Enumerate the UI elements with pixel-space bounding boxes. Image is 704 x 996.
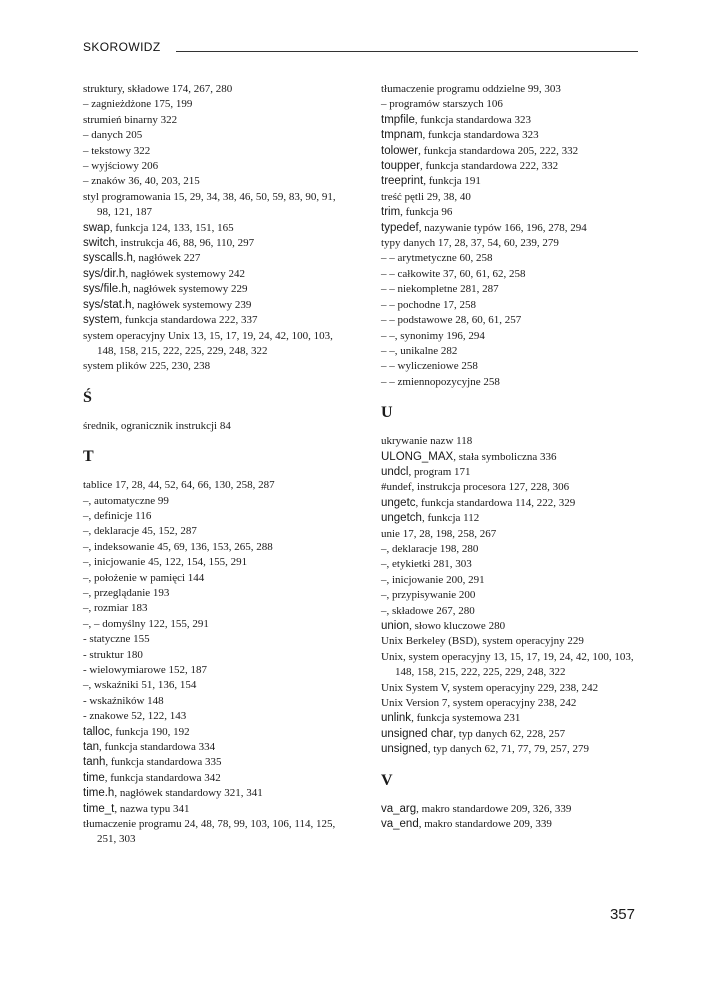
index-entry-keyword: swap [83, 221, 110, 234]
page-number: 357 [609, 906, 635, 923]
index-entry-text: system operacyjny Unix 13, 15, 17, 19, 24, 42, 100, 103, 148, 158, 215, 222, 225, 229, 248, 322 [83, 329, 333, 357]
index-entry [83, 97, 351, 112]
index-entry-text: – – całkowite 37, 60, 61, 62, 258 [381, 267, 526, 280]
index-entry-text: - statyczne 155 [83, 633, 150, 646]
index-entry-keyword: va_arg [381, 802, 417, 815]
index-entry [381, 465, 643, 480]
index-entry [381, 298, 643, 313]
index-entry [83, 144, 351, 159]
index-entry-text: , funkcja systemowa 231 [411, 712, 521, 725]
index-entry [381, 650, 643, 681]
index-entry [381, 450, 643, 465]
index-entry [83, 113, 351, 128]
index-entry [83, 509, 351, 524]
index-entry [83, 725, 351, 740]
index-entry-keyword: tmpnam [381, 129, 423, 142]
index-entry-text: #undef, instrukcja procesora 127, 228, 306 [381, 481, 570, 494]
index-entry [381, 511, 643, 526]
index-entry-text: , funkcja standardowa 323 [422, 129, 539, 142]
index-entry [83, 586, 351, 601]
index-entry-keyword: undcl [381, 465, 409, 478]
index-entry [83, 267, 351, 282]
index-entry-keyword: treeprint [381, 175, 424, 188]
index-entry-text: –, deklaracje 45, 152, 287 [83, 525, 197, 538]
section-letter: V [381, 771, 393, 789]
index-entry [381, 557, 643, 572]
index-entry-text: – – podstawowe 28, 60, 61, 257 [381, 314, 522, 327]
index-entry-text: , funkcja 191 [423, 175, 481, 188]
index-entry [83, 648, 351, 663]
index-entry-keyword: talloc [83, 725, 110, 738]
index-entry [381, 496, 643, 511]
index-entry [83, 694, 351, 709]
index-entry [83, 540, 351, 555]
index-entry-text: struktury, składowe 174, 267, 280 [83, 83, 233, 95]
index-entry [83, 817, 351, 848]
index-entry-text: - wskaźników 148 [83, 694, 164, 707]
index-entry-text: , program 171 [408, 465, 471, 478]
index-entry-keyword: ungetc [381, 496, 416, 509]
index-entry [381, 344, 643, 359]
index-entry-text: –, indeksowanie 45, 69, 136, 153, 265, 288 [83, 540, 273, 553]
index-entry [381, 527, 643, 542]
index-entry-text: , funkcja standardowa 323 [414, 113, 531, 126]
index-entry-text: – – wyliczeniowe 258 [381, 360, 478, 373]
index-entry [83, 190, 351, 221]
index-entry-text: tłumaczenie programu oddzielne 99, 303 [381, 83, 561, 95]
index-entry-text: unie 17, 28, 198, 258, 267 [381, 527, 497, 540]
index-entry-text: –, wskaźniki 51, 136, 154 [83, 679, 197, 692]
index-entry-keyword: va_end [381, 818, 419, 831]
running-header [83, 40, 638, 54]
index-entry-keyword: unsigned char [381, 727, 454, 740]
index-entry-text: treść pętli 29, 38, 40 [381, 190, 471, 203]
index-entry-text: , nagłówek standardowy 321, 341 [114, 787, 263, 800]
index-entry-text: , nagłówek systemowy 242 [125, 267, 245, 280]
index-entry-text: , stała symboliczna 336 [453, 450, 557, 463]
index-entry-keyword: sys/stat.h [83, 298, 132, 311]
index-column-left [83, 82, 351, 848]
index-entry [381, 205, 643, 220]
index-entry [83, 555, 351, 570]
index-entry [83, 359, 351, 374]
index-entry [381, 742, 643, 757]
index-entry [381, 802, 643, 817]
index-entry-text: – – pochodne 17, 258 [381, 298, 477, 311]
index-entry [381, 97, 643, 112]
index-entry-keyword: ULONG_MAX [381, 450, 454, 463]
index-entry [381, 542, 643, 557]
index-entry-text: , makro standardowe 209, 326, 339 [416, 802, 572, 815]
index-entry [381, 634, 643, 649]
index-entry [381, 573, 643, 588]
index-entry-text: –, składowe 267, 280 [381, 604, 475, 617]
index-entry [83, 494, 351, 509]
index-entry [83, 282, 351, 297]
index-entry-keyword: switch [83, 237, 115, 250]
index-entry-keyword: typedef [381, 221, 419, 234]
index-entry [381, 434, 643, 449]
index-entry-text: , makro standardowe 209, 339 [418, 818, 552, 831]
index-entry [381, 82, 643, 97]
index-entry-keyword: time [83, 771, 105, 784]
index-entry-text: , funkcja 190, 192 [109, 725, 190, 738]
index-entry-text: , nagłówek 227 [132, 252, 201, 265]
index-entry [83, 478, 351, 493]
running-header-title: SKOROWIDZ [83, 40, 161, 54]
index-entry-keyword: tmpfile [381, 113, 415, 126]
index-entry-text: , funkcja standardowa 114, 222, 329 [415, 496, 576, 509]
index-entry [83, 524, 351, 539]
index-entry-text: , nagłówek systemowy 239 [131, 298, 252, 311]
index-entry [381, 619, 643, 634]
index-column-right [381, 82, 643, 832]
index-entry-text: średnik, ogranicznik instrukcji 84 [83, 419, 231, 432]
index-entry-keyword: time_t [83, 802, 115, 815]
index-entry [83, 174, 351, 189]
index-entry-text: – zagnieżdżone 175, 199 [83, 98, 193, 111]
index-entry-text: - struktur 180 [83, 648, 143, 661]
index-entry-text: tłumaczenie programu 24, 48, 78, 99, 103, 106, 114, 125, 251, 303 [83, 818, 336, 846]
index-entry-keyword: time.h [83, 787, 115, 800]
index-entry [381, 128, 643, 143]
index-entry-keyword: sys/dir.h [83, 267, 126, 280]
index-entry-text: , funkcja 124, 133, 151, 165 [109, 221, 234, 234]
index-entry [381, 144, 643, 159]
index-entry [83, 128, 351, 143]
index-entry-keyword: unlink [381, 712, 412, 725]
section-letter: Ś [83, 388, 92, 406]
index-entry [83, 740, 351, 755]
index-entry-text: – programów starszych 106 [381, 98, 503, 111]
index-entry [381, 190, 643, 205]
index-entry [83, 617, 351, 632]
index-entry-text: , funkcja 96 [400, 206, 453, 219]
index-entry [83, 802, 351, 817]
index-entry [83, 755, 351, 770]
index-entry [381, 696, 643, 711]
index-entry-text: , nazywanie typów 166, 196, 278, 294 [418, 221, 587, 234]
index-entry [83, 709, 351, 724]
index-entry-keyword: system [83, 314, 120, 327]
index-entry-text: – tekstowy 322 [83, 144, 151, 157]
index-entry [381, 681, 643, 696]
index-entry [83, 663, 351, 678]
index-entry [381, 588, 643, 603]
index-entry-text: , funkcja standardowa 205, 222, 332 [418, 144, 579, 157]
index-entry-text: styl programowania 15, 29, 34, 38, 46, 50, 59, 83, 90, 91, 98, 121, 187 [83, 190, 336, 219]
index-entry-text: – danych 205 [83, 129, 143, 142]
index-entry [381, 282, 643, 297]
index-entry-keyword: tolower [381, 144, 419, 157]
index-entry-text: –, inicjowanie 45, 122, 154, 155, 291 [83, 556, 248, 569]
index-entry-keyword: tanh [83, 756, 106, 769]
index-entry [381, 480, 643, 495]
index-entry-text: - wielowymiarowe 152, 187 [83, 664, 208, 676]
index-entry-text: Unix System V, system operacyjny 229, 238, 242 [381, 681, 599, 694]
index-entry-text: –, deklaracje 198, 280 [381, 542, 479, 555]
index-entry [381, 329, 643, 344]
index-entry-keyword: trim [381, 206, 401, 219]
index-entry-text: ukrywanie nazw 118 [381, 435, 473, 448]
index-entry-text: – –, unikalne 282 [381, 344, 458, 357]
index-entry [83, 313, 351, 328]
index-entry [83, 298, 351, 313]
index-entry [83, 632, 351, 647]
index-entry-keyword: ungetch [381, 512, 422, 525]
index-entry-text: Unix Version 7, system operacyjny 238, 242 [381, 697, 577, 710]
index-entry-text: , funkcja standardowa 334 [99, 741, 216, 754]
index-entry-text: , typ danych 62, 71, 77, 79, 257, 279 [427, 743, 590, 756]
index-entry-text: –, położenie w pamięci 144 [83, 571, 205, 584]
index-entry-text: - znakowe 52, 122, 143 [83, 710, 187, 723]
index-entry [83, 601, 351, 616]
index-entry-text: –, rozmiar 183 [83, 602, 148, 615]
index-entry [381, 236, 643, 251]
index-entry-text: typy danych 17, 28, 37, 54, 60, 239, 279 [381, 237, 559, 250]
index-entry-keyword: syscalls.h [83, 252, 133, 265]
index-entry-text: Unix Berkeley (BSD), system operacyjny 229 [381, 635, 584, 648]
index-entry [83, 786, 351, 801]
index-entry [83, 251, 351, 266]
index-entry [381, 817, 643, 832]
index-entry [83, 82, 351, 97]
index-entry-text: –, automatyczne 99 [83, 494, 169, 507]
index-entry-text: –, – domyślny 122, 155, 291 [83, 617, 209, 630]
index-entry-text: Unix, system operacyjny 13, 15, 17, 19, 24, 42, 100, 103, 148, 158, 215, 222, 225, 229, 248, 322 [381, 650, 634, 679]
index-entry-text: – –, synonimy 196, 294 [381, 329, 485, 342]
index-entry [83, 236, 351, 251]
index-entry-text: , nazwa typu 341 [114, 802, 190, 815]
index-entry-text: – znaków 36, 40, 203, 215 [83, 175, 200, 188]
index-entry-text: – – zmiennopozycyjne 258 [381, 375, 500, 388]
index-entry-keyword: unsigned [381, 743, 428, 756]
index-entry-text: , funkcja 112 [421, 512, 480, 525]
index-entry-text: –, definicje 116 [83, 509, 152, 522]
index-entry-text: – wyjściowy 206 [83, 160, 159, 173]
index-entry [83, 329, 351, 360]
header-rule [176, 51, 638, 52]
index-entry [83, 159, 351, 174]
index-entry-keyword: toupper [381, 160, 421, 173]
section-letter: T [83, 448, 94, 466]
index-entry [381, 359, 643, 374]
section-letter: U [381, 404, 393, 422]
index-entry [381, 375, 643, 390]
index-entry [381, 174, 643, 189]
index-entry-text: tablice 17, 28, 44, 52, 64, 66, 130, 258, 287 [83, 479, 275, 492]
index-entry-text: , funkcja standardowa 335 [105, 756, 222, 769]
index-entry-keyword: tan [83, 741, 99, 754]
index-entry [381, 251, 643, 266]
index-entry-text: , nagłówek systemowy 229 [127, 283, 248, 296]
index-entry [381, 159, 643, 174]
index-entry [381, 313, 643, 328]
index-entry-text: , słowo kluczowe 280 [409, 620, 506, 632]
index-entry [83, 771, 351, 786]
index-entry-text: system plików 225, 230, 238 [83, 360, 211, 373]
index-entry [381, 727, 643, 742]
index-entry-text: – – niekompletne 281, 287 [381, 283, 499, 296]
index-entry-text: , funkcja standardowa 342 [104, 771, 221, 784]
index-entry [381, 113, 643, 128]
index-entry-text: strumień binarny 322 [83, 113, 178, 126]
index-entry-text: –, przypisywanie 200 [381, 589, 476, 602]
index-entry [83, 678, 351, 693]
index-entry-text: , funkcja standardowa 222, 337 [119, 314, 258, 327]
index-entry [381, 604, 643, 619]
index-entry [83, 571, 351, 586]
index-entry-text: –, przeglądanie 193 [83, 586, 170, 599]
index-entry-text: –, inicjowanie 200, 291 [381, 573, 485, 586]
index-entry-text: , funkcja standardowa 222, 332 [420, 160, 559, 173]
index-entry-text: – – arytmetyczne 60, 258 [381, 252, 493, 265]
index-entry-keyword: sys/file.h [83, 283, 128, 296]
index-entry-text: –, etykietki 281, 303 [381, 558, 472, 571]
index-entry [381, 221, 643, 236]
index-entry-keyword: union [381, 620, 410, 632]
index-entry [83, 419, 351, 434]
index-entry [381, 267, 643, 282]
index-entry [381, 711, 643, 726]
index-entry [83, 221, 351, 236]
index-entry-text: , typ danych 62, 228, 257 [453, 727, 566, 740]
index-entry-text: , instrukcja 46, 88, 96, 110, 297 [114, 237, 255, 250]
